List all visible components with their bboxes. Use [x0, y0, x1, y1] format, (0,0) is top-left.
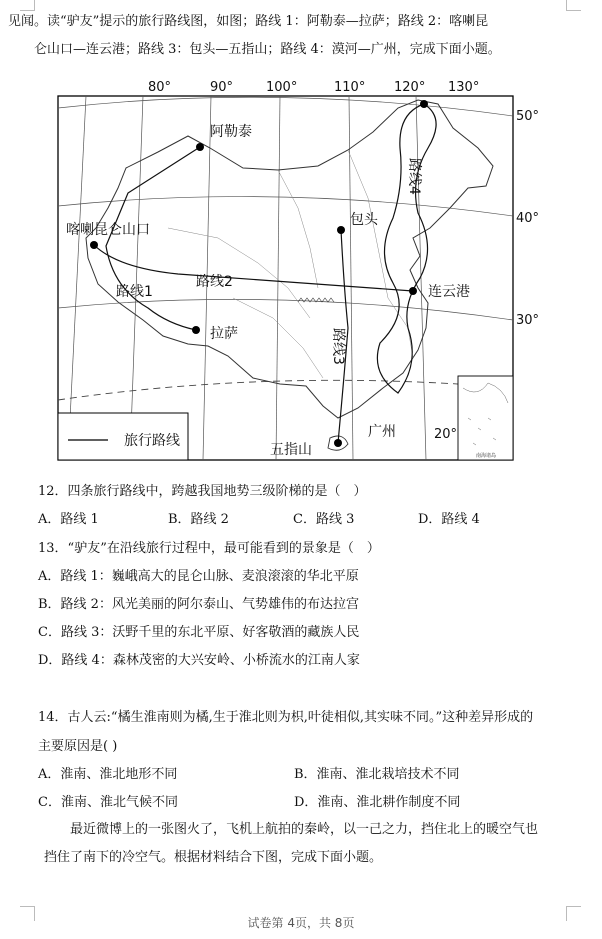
page-footer: 试卷第 4页，共 8页 [247, 916, 355, 930]
intro-line-2: 仑山口—连云港；路线 3：包头—五指山；路线 4：漠河—广州，完成下面小题。 [34, 42, 501, 57]
q13-option-b[interactable]: B．路线 2：风光美丽的阿尔泰山、气势雄伟的布达拉宫 [38, 597, 359, 612]
lon-label: 110° [334, 80, 366, 95]
lat-label: 20° [434, 427, 458, 442]
route-3-label: 路线3 [330, 328, 346, 365]
lat-label: 50° [516, 109, 540, 124]
tropic-line [58, 380, 513, 400]
dot-lianyungang [409, 287, 417, 295]
lon-label: 130° [448, 80, 480, 95]
lat-label: 40° [516, 211, 540, 226]
place-aletai: 阿勒泰 [210, 124, 252, 140]
q13-option-d[interactable]: D．路线 4：森林茂密的大兴安岭、小桥流水的江南人家 [38, 653, 360, 668]
place-kunlun: 喀喇昆仑山口 [66, 222, 150, 238]
routes [94, 104, 436, 443]
q14-option-b[interactable]: B．淮南、淮北栽培技术不同 [294, 767, 460, 782]
q14-option-d[interactable]: D．淮南、淮北耕作制度不同 [294, 795, 461, 810]
q12-option-d[interactable]: D．路线 4 [418, 512, 480, 527]
province-lines [168, 150, 413, 378]
q13-option-a[interactable]: A．路线 1：巍峨高大的昆仑山脉、麦浪滚滚的华北平原 [38, 569, 359, 584]
route-1-label: 路线1 [116, 284, 153, 300]
place-lianyungang: 连云港 [428, 284, 470, 300]
q14-stem-2: 主要原因是( ) [38, 739, 118, 754]
lat-label: 30° [516, 313, 540, 328]
map-legend [58, 413, 188, 460]
dot-mohe [420, 100, 428, 108]
dot-wuzhishan [334, 439, 342, 447]
route-2-label: 路线2 [196, 274, 233, 290]
inset-label: 南海诸岛 [475, 453, 497, 459]
q14-stem-1: 14．古人云:“橘生淮南则为橘,生于淮北则为枳,叶徒相似,其实味不同。”这种差异形成的 [38, 710, 534, 725]
q12-stem: 12．四条旅行路线中，跨越我国地势三级阶梯的是（ ） [38, 484, 367, 499]
crop-mark-top-right [566, 0, 581, 11]
place-lasa: 拉萨 [210, 326, 238, 342]
lon-label: 90° [210, 80, 234, 95]
dot-kunlun [90, 241, 98, 249]
lon-label: 120° [394, 80, 426, 95]
place-guangzhou: 广州 [368, 424, 396, 440]
q12-option-a[interactable]: A．路线 1 [38, 512, 99, 527]
china-outline [86, 100, 493, 418]
route-4-line [377, 104, 436, 393]
route-1-line [106, 147, 200, 330]
q13-option-c[interactable]: C．路线 3：沃野千里的东北平原、好客敬酒的藏族人民 [38, 625, 360, 640]
place-baotou: 包头 [350, 212, 378, 228]
travel-route-map [48, 80, 540, 465]
lon-label: 100° [266, 80, 298, 95]
q13-stem: 13．“驴友”在沿线旅行过程中，最可能看到的景象是（ ） [38, 541, 380, 556]
dot-baotou [337, 226, 345, 234]
q14-option-a[interactable]: A．淮南、淮北地形不同 [38, 767, 178, 782]
dot-aletai [196, 143, 204, 151]
route-4-label: 路线4 [406, 158, 422, 195]
lon-label: 80° [148, 80, 172, 95]
south-china-sea-inset [458, 376, 513, 460]
map-frame [58, 96, 513, 460]
place-wuzhishan: 五指山 [270, 442, 312, 458]
q12-option-b[interactable]: B．路线 2 [168, 512, 229, 527]
graticule [58, 96, 513, 460]
intro-line-1: 见闻。读“驴友”提示的旅行路线图，如图；路线 1：阿勒泰—拉萨；路线 2：喀喇昆 [8, 14, 489, 29]
dot-lasa [192, 326, 200, 334]
legend-label: 旅行路线 [124, 433, 180, 449]
passage-line-2: 挡住了南下的冷空气。根据材料结合下图，完成下面小题。 [44, 850, 383, 865]
q14-option-c[interactable]: C．淮南、淮北气候不同 [38, 795, 178, 810]
q12-option-c[interactable]: C．路线 3 [293, 512, 355, 527]
passage-line-1: 最近微博上的一张图火了，飞机上航拍的秦岭，以一己之力，挡住北上的暖空气也 [70, 822, 539, 837]
